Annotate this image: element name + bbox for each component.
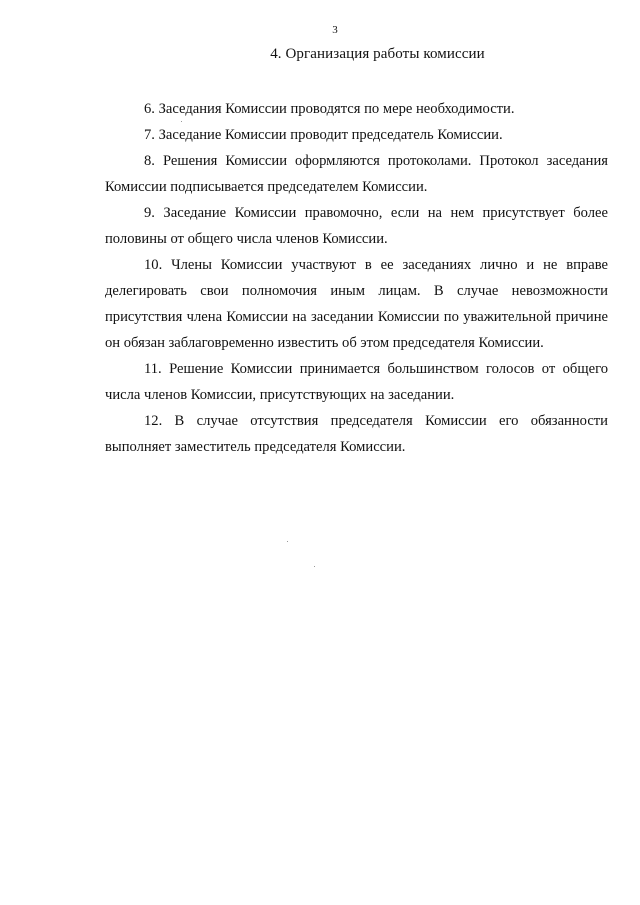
paragraph-6: 6. Заседания Комиссии проводятся по мере необходимости. [144, 101, 515, 117]
paragraph-7: 7. Заседание Комиссии проводит председатель Комиссии. [144, 127, 503, 143]
paragraph-9: 9. Заседание Комиссии правомочно, если на нем присутствует более половины от общего числа членов Комиссии. [105, 205, 608, 247]
paragraph-11: 11. Решение Комиссии принимается большинством голосов от общего числа членов Комиссии, присутствующих на заседании. [105, 361, 608, 403]
paragraph-12: 12. В случае отсутствия председателя Комиссии его обязанности выполняет заместитель председателя Комиссии. [105, 413, 608, 455]
scan-speck [287, 541, 288, 542]
paragraph-10: 10. Члены Комиссии участвуют в ее заседаниях лично и не вправе делегировать свои полномочия иным лицам. В случае невозможности присутствия члена Комиссии на заседании Комиссии по уважительной причине он обязан заблаговременно известить об этом председателя Комиссии. [105, 257, 608, 351]
section-title: 4. Организация работы комиссии [270, 46, 485, 62]
document-body [105, 96, 608, 460]
scan-speck [314, 566, 315, 567]
scan-speck [181, 121, 182, 122]
page-number: 3 [332, 24, 338, 36]
paragraph-8: 8. Решения Комиссии оформляются протоколами. Протокол заседания Комиссии подписывается председателем Комиссии. [105, 153, 608, 195]
